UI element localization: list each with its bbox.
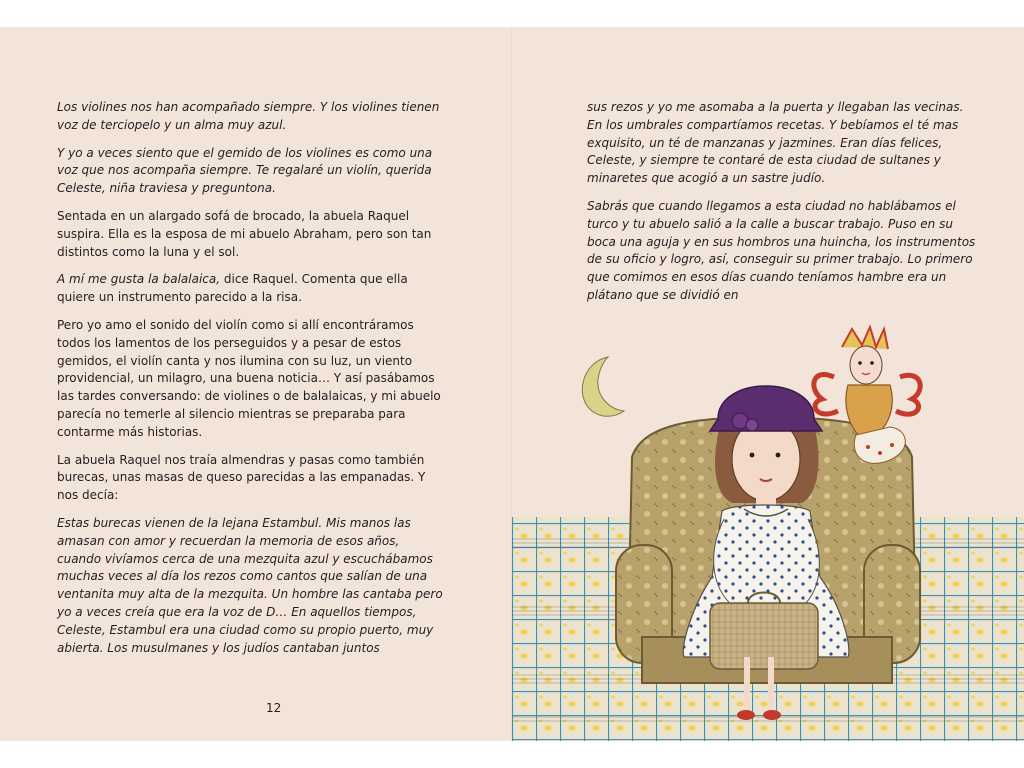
right-page-text	[587, 99, 977, 315]
paragraph: Los violines nos han acompañado siempre. Y los violines tienen voz de terciopelo y un alma muy azul.	[57, 100, 440, 132]
page-number: 12	[266, 701, 282, 715]
left-page-text	[57, 99, 447, 667]
paragraph: Sabrás que cuando llegamos a esta ciudad no hablábamos el turco y tu abuelo salió a la calle a buscar trabajo. Puso en su boca una aguja y en sus hombros una huincha, los instrumentos de su oficio y logro, así, conseguir su primer trabajo. Lo primero que comimos en esos días cuando teníamos hambre era un plátano que se dividió en	[587, 198, 976, 302]
paragraph: sus rezos y yo me asomaba a la puerta y llegaban las vecinas. En los umbrales compartíamos recetas. Y bebíamos el té mas exquisito, un té de manzanas y jazmines. Eran días felices, Celeste, y siempre te contaré de esta ciudad de sultanes y minaretes que acogió a un sastre judío.	[587, 100, 964, 186]
illustration	[512, 307, 1024, 741]
paragraph: Estas burecas vienen de la lejana Estambul. Mis manos las amasan con amor y recuerdan la memoria de esos años, cuando vivíamos cerca de una mezquita azul y escuchábamos muchas veces al día los rezos como cantos que salían de una ventanita muy alta de la mezquita. Un hombre las cantaba pero yo a veces creía que era la voz de D… En aquellos tiempos, Celeste, Estambul era una ciudad como su propio puerto, muy abierta. Los musulmanes y los judíos cantaban juntos	[57, 515, 443, 655]
paragraph: Sentada en un alargado sofá de brocado, la abuela Raquel suspira. Ella es la esposa de mi abuelo Abraham, pero son tan distintos como la luna y el sol.	[57, 208, 432, 259]
book-spread	[0, 27, 1024, 741]
paragraph	[57, 271, 447, 307]
paragraph: Pero yo amo el sonido del violín como si allí encontráramos todos los lamentos de los perseguidos y a pesar de estos gemidos, el violín canta y nos ilumina con su luz, un viento providencial, un milagro, una buena noticia… Y así pasábamos las tardes conversando: de violines o de balalaicas, y mi abuelo parecía no temerle al silencio mientras se preparaba para contarme más historias.	[57, 317, 441, 439]
grandmother-on-sofa-illustration	[512, 307, 1024, 741]
paragraph-italic-part: A mí me gusta la balalaica,	[57, 272, 221, 287]
paragraph: Y yo a veces siento que el gemido de los violines es como una voz que nos acompaña siempre. Te regalaré un violín, querida Celeste, niña traviesa y preguntona.	[57, 145, 433, 196]
right-page	[512, 27, 1024, 741]
crescent-moon	[582, 357, 624, 416]
paragraph: La abuela Raquel nos traía almendras y pasas como también burecas, unas masas de queso parecidas a las empanadas. Y nos decía:	[57, 452, 426, 503]
paragraph-normal-part: dice Raquel. Comenta que ella quiere un instrumento parecido a la risa.	[57, 272, 408, 305]
left-page	[0, 27, 512, 741]
